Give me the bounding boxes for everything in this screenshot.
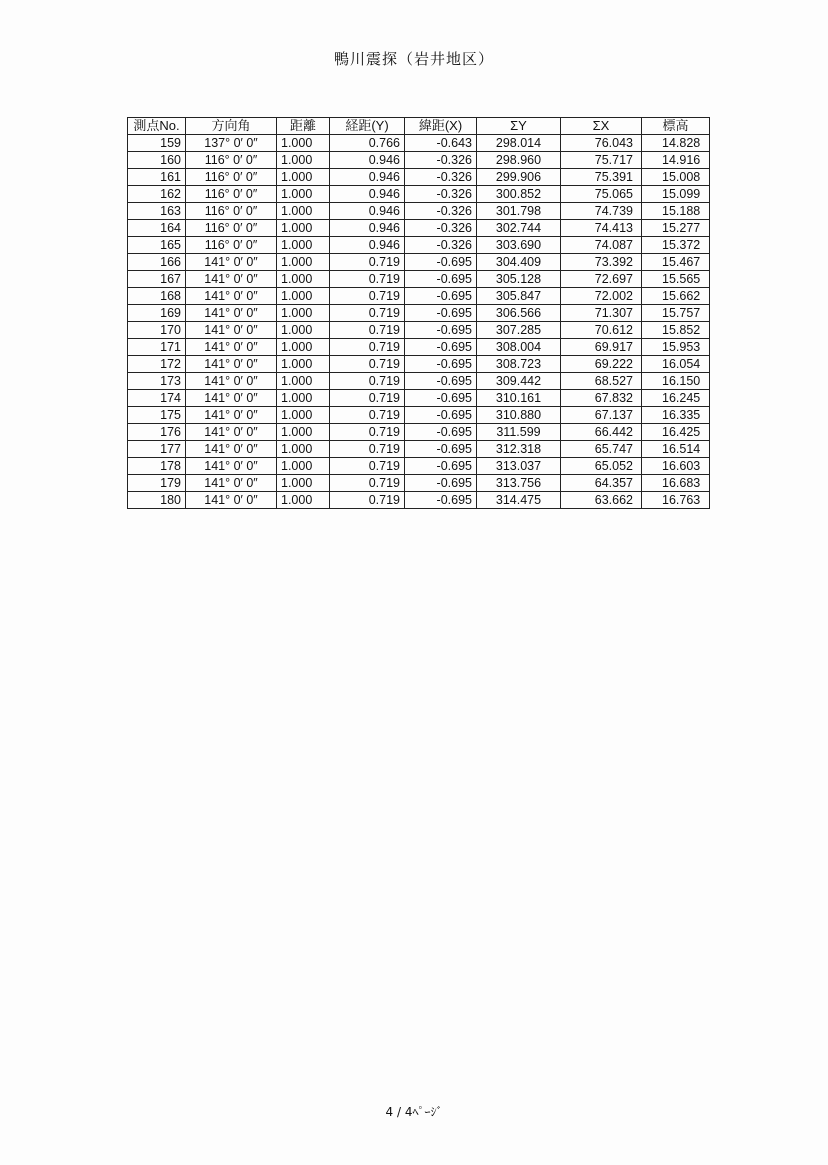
- cell-station-no: 177: [128, 441, 186, 458]
- cell-station-no: 178: [128, 458, 186, 475]
- cell-sum-x: 69.222: [561, 356, 642, 373]
- table-row: [128, 424, 710, 441]
- cell-elevation: 15.188: [642, 203, 710, 220]
- cell-elevation: 15.008: [642, 169, 710, 186]
- table-row: [128, 373, 710, 390]
- cell-bearing: 141° 0′ 0″: [186, 458, 277, 475]
- cell-bearing: 141° 0′ 0″: [186, 373, 277, 390]
- table-row: [128, 305, 710, 322]
- cell-latitude-x: -0.326: [405, 237, 477, 254]
- cell-latitude-x: -0.326: [405, 152, 477, 169]
- cell-departure-y: 0.719: [330, 441, 405, 458]
- cell-distance: 1.000: [277, 458, 330, 475]
- page-title: 鴨川震探（岩井地区）: [333, 50, 494, 68]
- cell-sum-x: 65.747: [561, 441, 642, 458]
- cell-distance: 1.000: [277, 390, 330, 407]
- cell-distance: 1.000: [277, 203, 330, 220]
- cell-sum-x: 72.002: [561, 288, 642, 305]
- table-row: [128, 203, 710, 220]
- cell-distance: 1.000: [277, 254, 330, 271]
- cell-departure-y: 0.946: [330, 186, 405, 203]
- table-row: [128, 254, 710, 271]
- cell-sum-x: 73.392: [561, 254, 642, 271]
- cell-distance: 1.000: [277, 492, 330, 509]
- table-row: [128, 237, 710, 254]
- cell-sum-y: 299.906: [477, 169, 561, 186]
- cell-latitude-x: -0.695: [405, 254, 477, 271]
- cell-latitude-x: -0.695: [405, 441, 477, 458]
- cell-bearing: 141° 0′ 0″: [186, 254, 277, 271]
- header-sum-x: ΣX: [561, 118, 642, 135]
- cell-distance: 1.000: [277, 322, 330, 339]
- cell-station-no: 159: [128, 135, 186, 152]
- cell-distance: 1.000: [277, 475, 330, 492]
- cell-sum-x: 67.832: [561, 390, 642, 407]
- cell-latitude-x: -0.326: [405, 169, 477, 186]
- cell-elevation: 15.852: [642, 322, 710, 339]
- cell-departure-y: 0.719: [330, 254, 405, 271]
- cell-departure-y: 0.946: [330, 203, 405, 220]
- cell-bearing: 116° 0′ 0″: [186, 203, 277, 220]
- cell-sum-y: 305.847: [477, 288, 561, 305]
- cell-bearing: 116° 0′ 0″: [186, 237, 277, 254]
- table-row: [128, 390, 710, 407]
- cell-latitude-x: -0.695: [405, 322, 477, 339]
- cell-bearing: 116° 0′ 0″: [186, 169, 277, 186]
- cell-sum-x: 63.662: [561, 492, 642, 509]
- cell-elevation: 16.150: [642, 373, 710, 390]
- cell-distance: 1.000: [277, 441, 330, 458]
- cell-latitude-x: -0.695: [405, 424, 477, 441]
- cell-latitude-x: -0.695: [405, 390, 477, 407]
- cell-sum-y: 298.014: [477, 135, 561, 152]
- cell-distance: 1.000: [277, 169, 330, 186]
- cell-sum-y: 304.409: [477, 254, 561, 271]
- survey-table: [127, 117, 710, 509]
- cell-sum-y: 308.723: [477, 356, 561, 373]
- cell-station-no: 167: [128, 271, 186, 288]
- cell-elevation: 15.099: [642, 186, 710, 203]
- cell-elevation: 15.757: [642, 305, 710, 322]
- cell-departure-y: 0.946: [330, 237, 405, 254]
- table-row: [128, 169, 710, 186]
- cell-elevation: 15.662: [642, 288, 710, 305]
- cell-distance: 1.000: [277, 271, 330, 288]
- cell-sum-x: 66.442: [561, 424, 642, 441]
- cell-bearing: 116° 0′ 0″: [186, 152, 277, 169]
- table-row: [128, 458, 710, 475]
- cell-latitude-x: -0.695: [405, 356, 477, 373]
- cell-sum-y: 305.128: [477, 271, 561, 288]
- cell-departure-y: 0.766: [330, 135, 405, 152]
- cell-sum-x: 74.739: [561, 203, 642, 220]
- cell-distance: 1.000: [277, 152, 330, 169]
- cell-latitude-x: -0.695: [405, 288, 477, 305]
- cell-sum-y: 307.285: [477, 322, 561, 339]
- cell-distance: 1.000: [277, 135, 330, 152]
- cell-sum-x: 67.137: [561, 407, 642, 424]
- table-row: [128, 152, 710, 169]
- cell-sum-x: 74.087: [561, 237, 642, 254]
- table-row: [128, 135, 710, 152]
- cell-sum-y: 306.566: [477, 305, 561, 322]
- cell-departure-y: 0.946: [330, 220, 405, 237]
- header-departure-y: 経距(Y): [330, 118, 405, 135]
- cell-station-no: 179: [128, 475, 186, 492]
- cell-sum-y: 310.880: [477, 407, 561, 424]
- cell-elevation: 14.828: [642, 135, 710, 152]
- cell-station-no: 161: [128, 169, 186, 186]
- cell-distance: 1.000: [277, 424, 330, 441]
- table-row: [128, 356, 710, 373]
- cell-sum-x: 72.697: [561, 271, 642, 288]
- cell-elevation: 16.245: [642, 390, 710, 407]
- header-elevation: 標高: [642, 118, 710, 135]
- cell-distance: 1.000: [277, 186, 330, 203]
- cell-bearing: 116° 0′ 0″: [186, 220, 277, 237]
- cell-elevation: 15.953: [642, 339, 710, 356]
- cell-latitude-x: -0.695: [405, 475, 477, 492]
- cell-bearing: 141° 0′ 0″: [186, 390, 277, 407]
- cell-latitude-x: -0.695: [405, 339, 477, 356]
- cell-elevation: 15.467: [642, 254, 710, 271]
- cell-departure-y: 0.719: [330, 407, 405, 424]
- cell-station-no: 164: [128, 220, 186, 237]
- cell-station-no: 172: [128, 356, 186, 373]
- cell-sum-x: 65.052: [561, 458, 642, 475]
- cell-station-no: 174: [128, 390, 186, 407]
- cell-departure-y: 0.946: [330, 169, 405, 186]
- cell-sum-y: 301.798: [477, 203, 561, 220]
- cell-elevation: 16.054: [642, 356, 710, 373]
- cell-latitude-x: -0.695: [405, 271, 477, 288]
- cell-sum-y: 309.442: [477, 373, 561, 390]
- cell-sum-x: 64.357: [561, 475, 642, 492]
- cell-elevation: 15.565: [642, 271, 710, 288]
- cell-station-no: 170: [128, 322, 186, 339]
- cell-sum-x: 75.717: [561, 152, 642, 169]
- cell-station-no: 165: [128, 237, 186, 254]
- header-latitude-x: 緯距(X): [405, 118, 477, 135]
- table-header-row: [128, 118, 710, 135]
- cell-latitude-x: -0.695: [405, 458, 477, 475]
- cell-bearing: 141° 0′ 0″: [186, 271, 277, 288]
- cell-bearing: 116° 0′ 0″: [186, 186, 277, 203]
- cell-distance: 1.000: [277, 356, 330, 373]
- cell-sum-y: 314.475: [477, 492, 561, 509]
- cell-bearing: 141° 0′ 0″: [186, 288, 277, 305]
- cell-sum-y: 300.852: [477, 186, 561, 203]
- cell-sum-x: 69.917: [561, 339, 642, 356]
- cell-elevation: 16.425: [642, 424, 710, 441]
- cell-distance: 1.000: [277, 305, 330, 322]
- cell-station-no: 176: [128, 424, 186, 441]
- cell-sum-y: 303.690: [477, 237, 561, 254]
- page-number: 4 / 4ﾍﾟｰｼﾞ: [385, 1105, 443, 1119]
- cell-station-no: 171: [128, 339, 186, 356]
- table-row: [128, 186, 710, 203]
- cell-distance: 1.000: [277, 237, 330, 254]
- table-row: [128, 441, 710, 458]
- cell-departure-y: 0.719: [330, 339, 405, 356]
- cell-bearing: 141° 0′ 0″: [186, 339, 277, 356]
- cell-sum-x: 76.043: [561, 135, 642, 152]
- header-distance: 距離: [277, 118, 330, 135]
- cell-latitude-x: -0.695: [405, 305, 477, 322]
- cell-sum-y: 310.161: [477, 390, 561, 407]
- header-sum-y: ΣY: [477, 118, 561, 135]
- cell-bearing: 141° 0′ 0″: [186, 441, 277, 458]
- cell-sum-x: 75.391: [561, 169, 642, 186]
- table-row: [128, 220, 710, 237]
- table-row: [128, 271, 710, 288]
- cell-departure-y: 0.719: [330, 492, 405, 509]
- cell-distance: 1.000: [277, 220, 330, 237]
- cell-station-no: 173: [128, 373, 186, 390]
- cell-station-no: 169: [128, 305, 186, 322]
- cell-departure-y: 0.719: [330, 288, 405, 305]
- cell-sum-y: 313.037: [477, 458, 561, 475]
- header-bearing: 方向角: [186, 118, 277, 135]
- cell-bearing: 141° 0′ 0″: [186, 322, 277, 339]
- cell-departure-y: 0.719: [330, 424, 405, 441]
- cell-latitude-x: -0.326: [405, 220, 477, 237]
- cell-departure-y: 0.719: [330, 458, 405, 475]
- cell-station-no: 160: [128, 152, 186, 169]
- table-row: [128, 288, 710, 305]
- cell-sum-y: 308.004: [477, 339, 561, 356]
- cell-latitude-x: -0.695: [405, 407, 477, 424]
- cell-elevation: 14.916: [642, 152, 710, 169]
- cell-distance: 1.000: [277, 339, 330, 356]
- cell-elevation: 15.372: [642, 237, 710, 254]
- cell-elevation: 16.335: [642, 407, 710, 424]
- cell-distance: 1.000: [277, 407, 330, 424]
- cell-bearing: 141° 0′ 0″: [186, 407, 277, 424]
- cell-departure-y: 0.719: [330, 475, 405, 492]
- table-row: [128, 407, 710, 424]
- cell-latitude-x: -0.326: [405, 203, 477, 220]
- cell-station-no: 180: [128, 492, 186, 509]
- cell-departure-y: 0.719: [330, 356, 405, 373]
- cell-sum-y: 312.318: [477, 441, 561, 458]
- table-row: [128, 492, 710, 509]
- cell-latitude-x: -0.326: [405, 186, 477, 203]
- cell-departure-y: 0.719: [330, 373, 405, 390]
- cell-departure-y: 0.946: [330, 152, 405, 169]
- cell-elevation: 15.277: [642, 220, 710, 237]
- cell-departure-y: 0.719: [330, 305, 405, 322]
- cell-distance: 1.000: [277, 373, 330, 390]
- cell-sum-x: 70.612: [561, 322, 642, 339]
- cell-departure-y: 0.719: [330, 390, 405, 407]
- cell-station-no: 162: [128, 186, 186, 203]
- table-row: [128, 322, 710, 339]
- cell-elevation: 16.763: [642, 492, 710, 509]
- cell-latitude-x: -0.695: [405, 492, 477, 509]
- cell-sum-x: 75.065: [561, 186, 642, 203]
- table-row: [128, 339, 710, 356]
- cell-bearing: 141° 0′ 0″: [186, 492, 277, 509]
- cell-station-no: 166: [128, 254, 186, 271]
- cell-departure-y: 0.719: [330, 271, 405, 288]
- cell-station-no: 163: [128, 203, 186, 220]
- cell-sum-x: 74.413: [561, 220, 642, 237]
- cell-station-no: 175: [128, 407, 186, 424]
- cell-sum-x: 71.307: [561, 305, 642, 322]
- cell-latitude-x: -0.643: [405, 135, 477, 152]
- cell-latitude-x: -0.695: [405, 373, 477, 390]
- cell-departure-y: 0.719: [330, 322, 405, 339]
- cell-sum-x: 68.527: [561, 373, 642, 390]
- cell-elevation: 16.683: [642, 475, 710, 492]
- cell-station-no: 168: [128, 288, 186, 305]
- header-station-no: 測点No.: [128, 118, 186, 135]
- cell-distance: 1.000: [277, 288, 330, 305]
- cell-sum-y: 298.960: [477, 152, 561, 169]
- cell-bearing: 141° 0′ 0″: [186, 475, 277, 492]
- cell-sum-y: 313.756: [477, 475, 561, 492]
- cell-bearing: 141° 0′ 0″: [186, 305, 277, 322]
- cell-sum-y: 302.744: [477, 220, 561, 237]
- survey-table-body: [128, 135, 710, 509]
- cell-elevation: 16.603: [642, 458, 710, 475]
- cell-bearing: 141° 0′ 0″: [186, 356, 277, 373]
- cell-sum-y: 311.599: [477, 424, 561, 441]
- table-row: [128, 475, 710, 492]
- cell-bearing: 141° 0′ 0″: [186, 424, 277, 441]
- cell-bearing: 137° 0′ 0″: [186, 135, 277, 152]
- cell-elevation: 16.514: [642, 441, 710, 458]
